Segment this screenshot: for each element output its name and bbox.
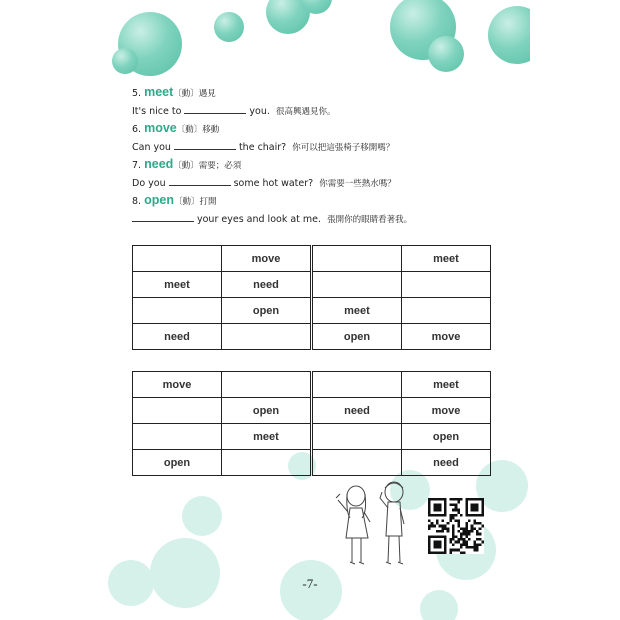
part-of-speech: 〔動〕打開: [173, 197, 217, 207]
grid-row: [133, 372, 491, 398]
bubble-decoration: [182, 496, 222, 536]
vocabulary-list: [132, 84, 512, 228]
vocab-word: open: [144, 193, 174, 207]
vocab-heading: [132, 120, 512, 139]
chinese-translation: 你可以把這張椅子移開嗎？: [292, 142, 395, 153]
chinese-translation: 你需要一些熱水嗎？: [319, 178, 396, 189]
grid-cell[interactable]: need: [133, 324, 222, 350]
grid-row: [133, 424, 491, 450]
entry-number: 8.: [132, 196, 142, 207]
vocab-entry: [132, 120, 512, 156]
grid-cell[interactable]: move: [133, 372, 222, 398]
grid-cell[interactable]: [222, 372, 312, 398]
grid-cell[interactable]: open: [402, 424, 491, 450]
grid-cell[interactable]: move: [222, 246, 312, 272]
grid-cell[interactable]: [133, 398, 222, 424]
part-of-speech: 〔動〕移動: [176, 125, 220, 135]
sentence-start: Can you: [132, 141, 171, 153]
grid-row: [133, 324, 491, 350]
part-of-speech: 〔動〕遇見: [173, 89, 216, 99]
sentence-end: your eyes and look at me.: [197, 213, 322, 225]
vocab-heading: [132, 156, 512, 175]
answer-blank[interactable]: [184, 103, 246, 114]
grid-cell[interactable]: open: [133, 450, 222, 476]
grid-cell[interactable]: [133, 298, 222, 324]
grid-cell[interactable]: need: [222, 272, 312, 298]
grid-cell[interactable]: need: [402, 450, 491, 476]
vocab-word: need: [144, 157, 174, 171]
grid-cell[interactable]: move: [402, 398, 491, 424]
grid-row: [133, 272, 491, 298]
grid-row: [133, 246, 491, 272]
vocab-entry: [132, 192, 512, 228]
qr-code-icon[interactable]: [428, 498, 484, 554]
part-of-speech: 〔動〕需要；必須: [173, 161, 242, 171]
bubble-decoration: [428, 36, 464, 72]
example-sentence: [132, 211, 512, 229]
bubble-decoration: [150, 538, 220, 608]
grid-row: [133, 398, 491, 424]
page-number: -7-: [302, 576, 318, 591]
bubble-decoration: [488, 6, 530, 64]
grid-cell[interactable]: need: [312, 398, 402, 424]
entry-number: 5.: [132, 88, 142, 99]
example-sentence: [132, 175, 512, 193]
grid-cell[interactable]: open: [312, 324, 402, 350]
sentence-start: It's nice to: [132, 105, 182, 117]
sentence-end: some hot water?: [233, 177, 314, 189]
example-sentence: [132, 139, 512, 157]
example-sentence: [132, 103, 512, 121]
entry-number: 6.: [132, 124, 142, 135]
sentence-start: Do you: [132, 177, 166, 189]
vocab-word: move: [144, 121, 177, 135]
bubble-decoration: [112, 48, 138, 74]
sentence-end: the chair?: [238, 141, 287, 153]
chinese-translation: 張開你的眼睛看著我。: [327, 214, 413, 225]
grid-cell[interactable]: move: [402, 324, 491, 350]
vocab-heading: [132, 192, 512, 211]
grid-cell[interactable]: open: [222, 298, 312, 324]
vocab-word: meet: [144, 85, 174, 99]
answer-blank[interactable]: [132, 211, 194, 222]
answer-blank[interactable]: [174, 139, 236, 150]
grid-row: [133, 298, 491, 324]
answer-blank[interactable]: [169, 175, 231, 186]
vocab-heading: [132, 84, 512, 103]
grid-cell[interactable]: [312, 246, 402, 272]
worksheet-page: [90, 0, 530, 620]
children-illustration: [328, 478, 418, 574]
word-grid-2: [132, 371, 491, 476]
grid-cell[interactable]: [222, 450, 312, 476]
grid-cell[interactable]: [222, 324, 312, 350]
grid-cell[interactable]: [133, 246, 222, 272]
grid-cell[interactable]: [312, 450, 402, 476]
vocab-entry: [132, 156, 512, 192]
bubble-decoration: [214, 12, 244, 42]
grid-cell[interactable]: open: [222, 398, 312, 424]
grid-cell[interactable]: meet: [222, 424, 312, 450]
entry-number: 7.: [132, 160, 142, 171]
grid-cell[interactable]: [402, 298, 491, 324]
bubble-decoration: [420, 590, 458, 620]
vocab-entry: [132, 84, 512, 120]
grid-cell[interactable]: [312, 424, 402, 450]
word-grid-1: [132, 245, 491, 350]
grid-row: [133, 450, 491, 476]
grid-cell[interactable]: [312, 272, 402, 298]
grid-cell[interactable]: meet: [133, 272, 222, 298]
grid-cell[interactable]: meet: [312, 298, 402, 324]
grid-cell[interactable]: [133, 424, 222, 450]
grid-cell[interactable]: meet: [402, 246, 491, 272]
sentence-end: you.: [249, 105, 270, 117]
grid-cell[interactable]: [312, 372, 402, 398]
chinese-translation: 很高興遇見你。: [275, 106, 336, 117]
grid-cell[interactable]: [402, 272, 491, 298]
grid-cell[interactable]: meet: [402, 372, 491, 398]
